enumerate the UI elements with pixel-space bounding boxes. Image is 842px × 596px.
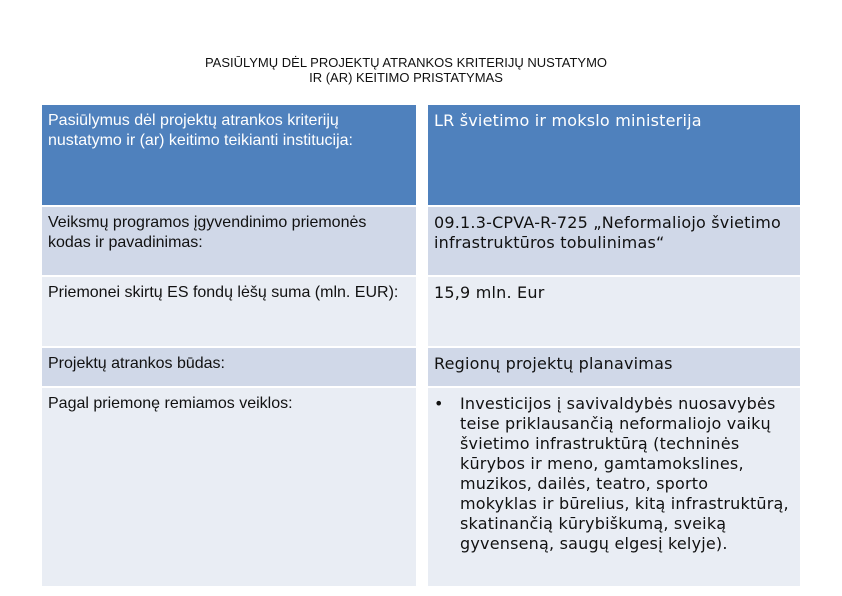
row-value-activities [422,387,800,587]
row-value-funds: 15,9 mln. Eur [422,276,800,347]
table-row [42,387,800,587]
row-value-measure: 09.1.3-CPVA-R-725 „Neformaliojo švietimo infrastruktūros tobulinimas“ [422,206,800,276]
row-label-activities: Pagal priemonę remiamos veiklos: [42,387,422,587]
row-label-funds: Priemonei skirtų ES fondų lėšų suma (mln. EUR): [42,276,422,347]
bullet-icon: • [434,394,444,413]
activity-list-item [434,394,794,554]
row-label-institution: Pasiūlymus dėl projektų atrankos kriterijų nustatymo ir (ar) keitimo teikianti institucija: [42,105,422,206]
document-title [0,55,812,85]
table-row [42,206,800,276]
table-row [42,276,800,347]
title-line-2: IR (AR) KEITIMO PRISTATYMAS [309,70,503,85]
row-value-institution: LR švietimo ir mokslo ministerija [422,105,800,206]
row-label-selection: Projektų atrankos būdas: [42,347,422,387]
info-table [42,105,800,588]
title-line-1: PASIŪLYMŲ DĖL PROJEKTŲ ATRANKOS KRITERIJŲ NUSTATYMO [204,55,608,70]
table-row [42,105,800,206]
activity-text: Investicijos į savivaldybės nuosavybės teise priklausančią neformaliojo vaikų švietimo infrastruktūrą (techninės kūrybos ir meno, gamtamokslines, muzikos, dailės, teatro, sporto mokyklas ir būrelius, kitą infrastruktūrą, skatinančią kūrybiškumą, sveiką gyvenseną, saugų elgesį kelyje). [460,394,789,553]
row-value-selection: Regionų projektų planavimas [422,347,800,387]
table-row [42,347,800,387]
row-label-measure: Veiksmų programos įgyvendinimo priemonės kodas ir pavadinimas: [42,206,422,276]
